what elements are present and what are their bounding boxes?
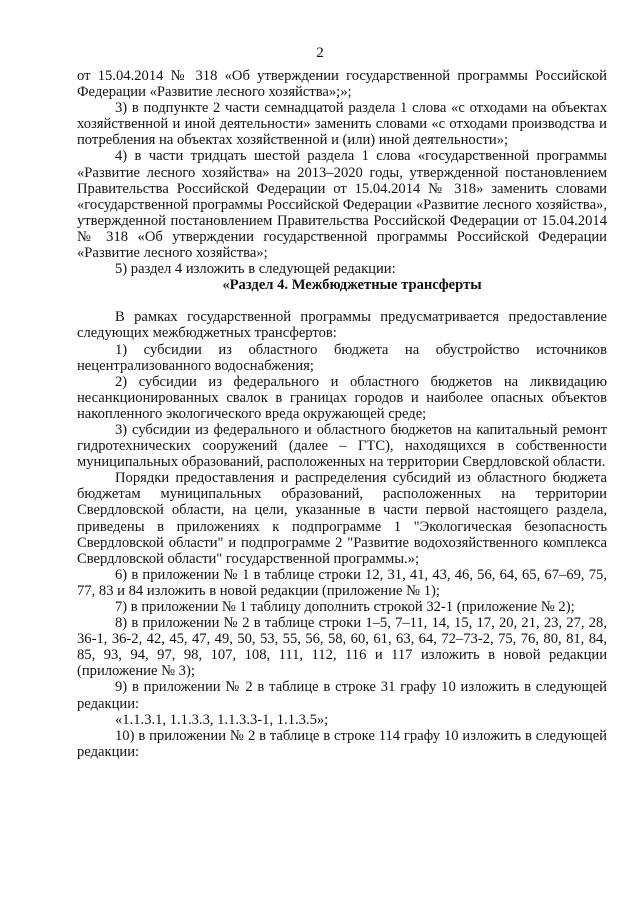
paragraph-subsidy-3: 3) субсидии из федерального и областного бюджетов на капитальный ремонт гидротехнических сооружений (далее – ГТС), находящихся в собственности муниципальных образований, расположенных на территории Свердловской области. <box>77 421 607 471</box>
paragraph-intro: В рамках государственной программы предусматривается предоставление следующих межбюджетных трансфертов: <box>77 309 607 342</box>
paragraph-procedures: Порядки предоставления и распределения субсидий из областного бюджета бюджетам муниципальных образований, расположенных на территории Свердловской области, на цели, указанные в части первой настоящего раздела, приведены в приложениях к подпрограмме 1 "Экологическая безопасность Свердловской области" и подпрограмме 2 "Развитие водохозяйственного комплекса Свердловской области" государственной программы.»; <box>77 470 607 567</box>
paragraph-item-4: 4) в части тридцать шестой раздела 1 слова «государственной программы «Развитие лесного хозяйства» на 2013–2020 годы, утвержденной постановлением Правительства Российской Федерации от 15.04.2014 № 318» заменить словами «государственной программы Российской Федерации «Развитие лесного хозяйства», утвержденной постановлением Правительства Российской Федерации от 15.04.2014 № 318 «Об утверждении государственной программы Российской Федерации «Развитие лесного хозяйства»; <box>77 148 607 262</box>
page-number: 2 <box>316 45 324 61</box>
document-body <box>77 68 607 760</box>
paragraph-item-5: 5) раздел 4 изложить в следующей редакции: <box>115 261 396 278</box>
paragraph-item-6: 6) в приложении № 1 в таблице строки 12, 31, 41, 43, 46, 56, 64, 65, 67–69, 75, 77, 83 и 84 изложить в новой редакции (приложение № 1); <box>77 566 607 599</box>
paragraph-continuation: от 15.04.2014 № 318 «Об утверждении государственной программы Российской Федерации «Развитие лесного хозяйства»;»; <box>77 68 607 101</box>
section-heading: «Раздел 4. Межбюджетные трансферты <box>222 277 482 294</box>
paragraph-item-7: 7) в приложении № 1 таблицу дополнить строкой 32-1 (приложение № 2); <box>115 599 575 615</box>
paragraph-item-9: 9) в приложении № 2 в таблице в строке 31 графу 10 изложить в следующей редакции: <box>77 679 607 712</box>
paragraph-subsidy-2: 2) субсидии из федерального и областного бюджетов на ликвидацию несанкционированных свалок в границах городов и наиболее опасных объектов накопленного экологического вреда окружающей среде; <box>77 373 607 422</box>
paragraph-item-9-value: «1.1.3.1, 1.1.3.3, 1.1.3.3-1, 1.1.3.5»; <box>115 711 329 728</box>
paragraph-item-3: 3) в подпункте 2 части семнадцатой раздела 1 слова «с отходами на объектах хозяйственной и иной деятельности» заменить словами «с отходами производства и потребления на объектах хозяйственной и (или) иной деятельности»; <box>77 100 607 149</box>
paragraph-subsidy-1: 1) субсидии из областного бюджета на обустройство источников нецентрализованного водоснабжения; <box>77 341 607 374</box>
paragraph-item-10: 10) в приложении № 2 в таблице в строке 114 графу 10 изложить в следующей редакции: <box>77 727 607 760</box>
paragraph-item-8: 8) в приложении № 2 в таблице строки 1–5, 7–11, 14, 15, 17, 20, 21, 23, 27, 28, 36-1, 36-2, 42, 45, 47, 49, 50, 53, 55, 56, 58, 60, 61, 63, 64, 72–73-2, 75, 76, 80, 81, 84, 85, 93, 94, 97, 98, 107, 108, 111, 112, 116 и 117 изложить в новой редакции (приложение № 3); <box>77 615 607 680</box>
